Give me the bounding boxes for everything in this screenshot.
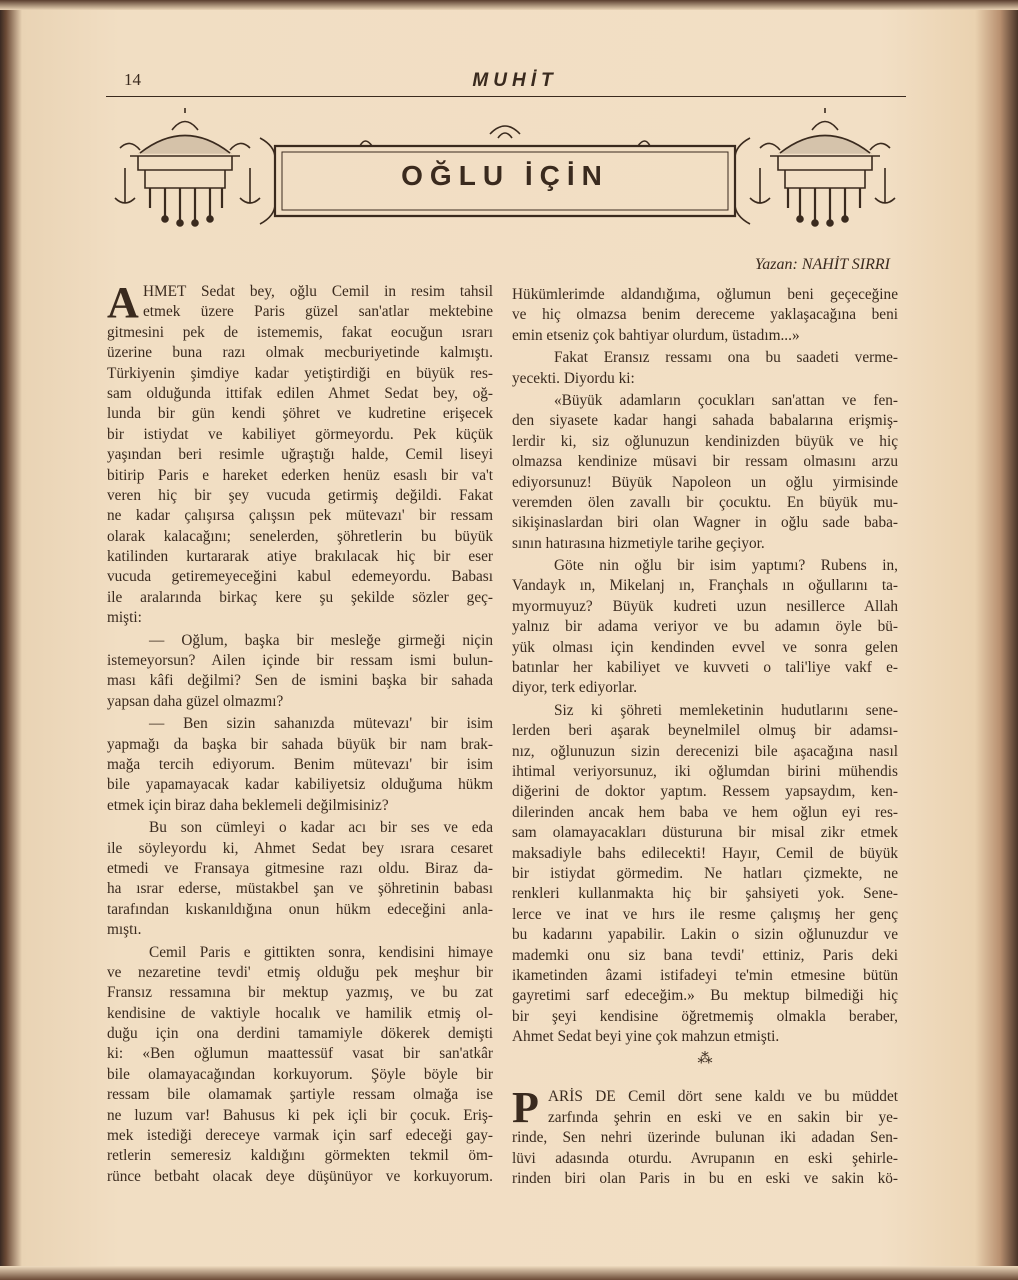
- text-line: yapsan daha güzel olmazmı?: [107, 692, 284, 710]
- text-line: Ahmet Sedat beyi yine çok mahzun etmişti.: [512, 1028, 780, 1046]
- text-line: ressam bile olamamak şartiyle ressam olmağa ise: [107, 1086, 493, 1104]
- text-line: ile aralarında birkaç kere şu şekilde sözler geç-: [107, 588, 493, 606]
- text-line: katilinden kurtararak atiye brakılacak hiç bir eser: [107, 548, 493, 566]
- text-line: maksadiyle bahs edilecekti! Hayır, Cemil de büyük: [512, 844, 898, 862]
- text-line: Fransız ressamına bir mektup yazmış, ve bu zat: [107, 984, 493, 1002]
- text-line: myormuyuz? Büyük kudreti uzun nesillerce Allah: [512, 597, 898, 615]
- text-line: ARİS DE Cemil dört sene kaldı ve bu müddet: [548, 1088, 898, 1106]
- text-line: lüvi adasında oturdu. Avrupanın en eski şehirle-: [512, 1149, 898, 1167]
- paragraph: [512, 285, 898, 346]
- text-line: olmazsa kendinize müsavi bir ressam olmasını arzu: [512, 453, 898, 471]
- text-line: gayretimi sarf edeceğim.» Bu mektup bilmediği hiç: [512, 987, 898, 1005]
- paragraph: [107, 943, 493, 1188]
- text-line: sikişinaslardan biri olan Wagner in oğlu sade baba-: [512, 514, 898, 532]
- text-line: Göte nin oğlu bir isim yaptımı? Rubens in,: [554, 557, 898, 575]
- text-line: ve hiç olmazsa benim dereceme yaklaşacağına beni: [512, 306, 898, 324]
- text-line: — Oğlum, başka bir mesleğe girmeği niçin: [149, 631, 493, 649]
- text-line: veremden ölen zavallı bir çocuktu. En büyük mu-: [512, 493, 898, 511]
- text-line: Vandayk ın, Mikelanj ın, Françhals ın oğullarını ta-: [512, 577, 898, 595]
- text-line: bu kadarını yapabilir. Lakin o sizin oğlunuzdur ve: [512, 926, 898, 944]
- section-asterism: ⁂: [697, 1051, 713, 1068]
- text-line: bir istiydat ve kabiliyet görmeyordu. Pek küçük: [107, 425, 493, 443]
- text-line: den siyasete kadar hangi sahada babalarına erişmiş-: [512, 412, 898, 430]
- article-byline: Yazan: NAHİT SIRRI: [754, 256, 890, 273]
- page-edge-bottom: [0, 1266, 1018, 1280]
- text-line: Fakat Eransız ressamı ona bu saadeti verme-: [554, 349, 898, 367]
- text-line: «Büyük adamların çocukları san'attan ve fen-: [554, 391, 898, 409]
- text-line: yalnız bir adama veriyor ve bu adamın öyle bü-: [512, 618, 898, 636]
- text-line: rinden biri olan Paris in bu en eski ve sakin kö-: [512, 1170, 898, 1188]
- text-line: mağa tercih ediyorum. Benim mütevazı' bir isim: [107, 755, 493, 773]
- text-line: batınlar her kabiliyet ve kuvveti o tali'liye vakf e-: [512, 659, 898, 677]
- page-edge-top: [0, 0, 1018, 10]
- text-line: üzerine buna razı olmak mecburiyetinde kalmıştı.: [107, 344, 493, 362]
- text-line: gitmesini pek de istememis, fakat eocuğun ısrarı: [107, 323, 493, 341]
- text-line: renkleri kullanmakta hiç bir şahsiyeti yok. Sene-: [512, 885, 898, 903]
- text-line: Hükümlerimde aldandığıma, oğlumun beni geçeceğine: [512, 286, 898, 303]
- right-pavilion-ornament: [750, 108, 895, 226]
- paragraph: [107, 631, 493, 713]
- text-column-right: [512, 285, 898, 1191]
- text-line: rünce betbaht olacak deye düşünüyor ve korkuyorum.: [107, 1167, 493, 1185]
- text-line: Cemil Paris e gittikten sonra, kendisini himaye: [149, 943, 493, 961]
- text-line: yecekti. Diyordu ki:: [512, 369, 635, 387]
- text-line: — Ben sizin sahanızda mütevazı' bir isim: [149, 715, 493, 733]
- paragraph: [512, 701, 898, 1048]
- text-line: etmedi ve Fransaya gitmesine razı oldu. Biraz da-: [107, 859, 493, 877]
- text-line: zarfında şehrin en eski ve en sakin bir ye-: [548, 1108, 898, 1126]
- text-line: etmek üzere Paris güzel san'atlar mektebine: [143, 303, 493, 321]
- text-line: ikametinden âzami istifadeyi te'min etmesine bütün: [512, 966, 898, 984]
- text-line: bir istiydat görmedim. Ne hatları çizmekte, ne: [512, 864, 898, 882]
- text-line: ile söyleyordu ki, Ahmet Sedat bey ısrara cesaret: [107, 839, 493, 857]
- text-line: bile yapamayacak kadar kabiliyetsiz olduğuma hükm: [107, 776, 493, 794]
- drop-cap: P: [512, 1088, 539, 1129]
- text-line: ne kadar çalışırsa çalışsın pek mütevazı' bir ressam: [107, 507, 493, 525]
- paragraph: [107, 714, 493, 816]
- paragraph: [107, 818, 493, 940]
- text-line: yük olması için kendinden evvel ve sonra gelen: [512, 638, 898, 656]
- text-line: ması kâfi değilmi? Sen de ismini başka bir sahada: [107, 672, 493, 690]
- text-line: etmek için biraz daha beklemeli değilmisiniz?: [107, 796, 389, 814]
- drop-cap: A: [107, 283, 139, 323]
- text-line: ki: «Ben oğlumun maattessüf vasat bir san'atkâr: [107, 1045, 493, 1063]
- text-line: HMET Sedat bey, oğlu Cemil in resim tahsil: [143, 283, 493, 300]
- text-line: yapmağı da başka bir sahada büyük bir nam brak-: [107, 735, 493, 753]
- text-line: retlerin semeresiz kaldığını görmekten tekmil öm-: [107, 1147, 493, 1165]
- text-line: ediyorsunuz! Büyük Napoleon un oğlu yirmisinde: [512, 473, 898, 491]
- text-line: mişti:: [107, 609, 142, 627]
- left-pavilion-ornament: [115, 108, 260, 226]
- text-line: lerden beri aşarak beynelmilel olmuş bir adamsı-: [512, 722, 898, 740]
- magazine-name: MUHİT: [472, 70, 558, 91]
- text-line: Siz ki şöhreti memleketinin hudutlarını sene-: [554, 701, 898, 719]
- text-line: ihtimal veriyorsunuz, iki oğlumdan birini mühendis: [512, 762, 898, 780]
- text-line: veren hiç bir şey vucuda getirmiş değildi. Fakat: [107, 486, 493, 504]
- text-line: nız, oğlunuzun sizin derecenizi bile aşacağına nasıl: [512, 742, 898, 760]
- text-line: sam olduğunda ittifak edilen Ahmet Sedat bey, oğ-: [107, 384, 493, 402]
- text-line: sının hatırasına hizmetiyle tarihe geçiyor.: [512, 534, 765, 552]
- text-line: mek istediği dereceye varmak için sarf edeceği gay-: [107, 1127, 493, 1145]
- text-line: vucuda getiremeyeceğini kabul edemeyordu. Babası: [107, 568, 493, 586]
- text-line: diyor, terk ediyorlar.: [512, 679, 638, 697]
- text-line: istemeyorsun? Ailen içinde bir ressam ismi bulun-: [107, 652, 493, 670]
- text-line: diğerini de doktor yaptım. Ressem yapsaydım, ken-: [512, 783, 898, 801]
- text-line: mıştı.: [107, 921, 142, 939]
- text-line: ne luzum var! Bahusus ki pek içli bir çocuk. Eriş-: [107, 1106, 493, 1124]
- text-line: ve nezaretine tevdi' etmiş olduğu pek meşhur bir: [107, 963, 493, 981]
- text-line: sam olamayacakları düsturuna bir misal zikr etmek: [512, 824, 898, 842]
- paragraph: [512, 1087, 898, 1189]
- text-line: lerdir ki, siz oğlunuzun kendinizden büyük ve hiç: [512, 432, 898, 450]
- paragraph: [512, 391, 898, 554]
- text-line: kendisine de vaktiyle hocalık ve hamilik etmiş ol-: [107, 1004, 493, 1022]
- text-line: rinde, Sen nehri üzerinde bulunan iki adadan Sen-: [512, 1129, 898, 1147]
- text-line: tarafından kıskanıldığına onun hükm edeceğini anla-: [107, 900, 493, 918]
- text-line: mademki onu siz bana tevdi' ettiniz, Paris deki: [512, 946, 898, 964]
- text-line: yaşından beri resimle uğraştığı halde, Cemil liseyi: [107, 446, 493, 464]
- text-line: lunda bir gün kendi şöhret ve kudretine erişecek: [107, 405, 493, 423]
- text-line: olarak kalacağını; senelerden, şöhretlerin bu büyük: [107, 527, 493, 545]
- article-title: OĞLU İÇİN: [401, 160, 609, 191]
- page-number: 14: [124, 70, 141, 89]
- paragraph: [107, 282, 493, 629]
- paragraph: [512, 556, 898, 699]
- text-column-left: [107, 282, 493, 1189]
- text-line: bitirip Paris e hareket ederken henüz esaslı bir va't: [107, 466, 493, 484]
- text-line: Bu son cümleyi o kadar acı bir ses ve eda: [149, 819, 493, 837]
- text-line: Türkiyenin şimdiye kadar yetiştirdiği en büyük res-: [107, 364, 493, 382]
- text-line: ha ısrar ederse, müstakbel şan ve şöhretinin babası: [107, 880, 493, 898]
- text-line: duğu için ona derdini tamamiyle dökerek demişti: [107, 1025, 493, 1043]
- header-rule: [106, 96, 906, 97]
- text-line: dilerinden ancak hem baba ve hem oğlun eyi res-: [512, 803, 898, 821]
- text-line: emin etseniz çok bahtiyar olurdum, üstadım...»: [512, 326, 800, 344]
- text-line: lerce ve inat ve hırs ile resme çalışmış her genç: [512, 905, 898, 923]
- paragraph: [512, 348, 898, 389]
- text-line: bile olamayacağından korkuyorum. Şöyle böyle bir: [107, 1065, 493, 1083]
- text-line: bir şeyi kendisine öğretmemiş olmakla beraber,: [512, 1007, 898, 1025]
